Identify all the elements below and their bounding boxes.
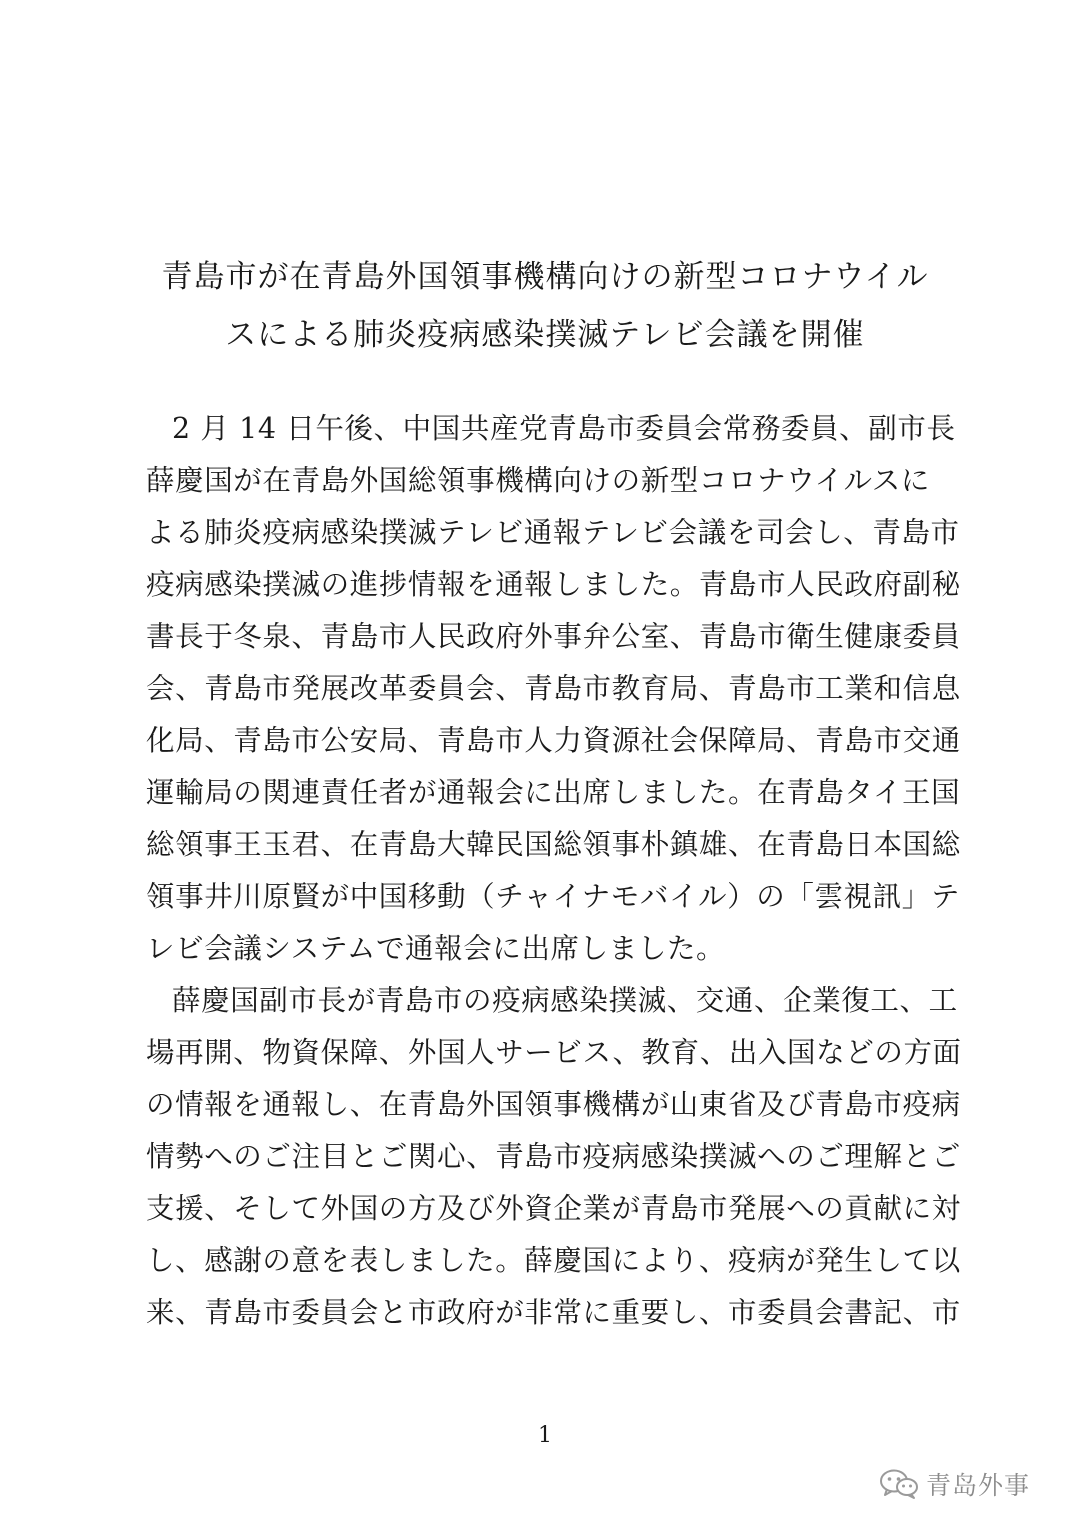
paragraph-1-line-10: 領事井川原賢が中国移動（チャイナモバイル）の「雲視訊」テ: [146, 880, 960, 913]
paragraph-2-line-6: し、感謝の意を表しました。薛慶国により、疫病が発生して以: [146, 1244, 961, 1277]
title-line-1: 青島市が在青島外国領事機構向けの新型コロナウイル: [161, 259, 929, 295]
paragraph-2-line-2: 場再開、物資保障、外国人サービス、教育、出入国などの方面: [146, 1036, 962, 1069]
title-line-2: スによる肺炎疫病感染撲滅テレビ会議を開催: [225, 317, 865, 353]
paragraph-1-line-6: 会、青島市発展改革委員会、青島市教育局、青島市工業和信息: [146, 672, 961, 705]
paragraph-1-line-7: 化局、青島市公安局、青島市人力資源社会保障局、青島市交通: [146, 724, 961, 757]
paragraph-2-line-5: 支援、そして外国の方及び外資企業が青島市発展への貢献に対: [146, 1192, 961, 1225]
paragraph-1-line-4: 疫病感染撲滅の進捗情報を通報しました。青島市人民政府副秘: [146, 568, 961, 601]
watermark-text: 青岛外事: [926, 1471, 1031, 1500]
document-title: [110, 248, 980, 364]
paragraph-2-line-7: 来、青島市委員会と市政府が非常に重要し、市委員会書記、市: [146, 1296, 961, 1329]
page-number: 1: [538, 1423, 552, 1448]
paragraph-1-line-2: 薛慶国が在青島外国総領事機構向けの新型コロナウイルスに: [146, 464, 930, 497]
paragraph-1-line-8: 運輸局の関連責任者が通報会に出席しました。在青島タイ王国: [146, 776, 961, 809]
paragraph-1-line-1: 2 月 14 日午後、中国共産党青島市委員会常務委員、副市長: [172, 412, 956, 445]
paragraph-2-line-4: 情勢へのご注目とご関心、青島市疫病感染撲滅へのご理解とご: [146, 1140, 961, 1173]
paragraph-2-line-3: の情報を通報し、在青島外国領事機構が山東省及び青島市疫病: [146, 1088, 961, 1121]
watermark: [878, 1464, 1030, 1504]
wechat-icon: [878, 1468, 920, 1500]
paragraph-1-line-3: よる肺炎疫病感染撲滅テレビ通報テレビ会議を司会し、青島市: [146, 516, 960, 549]
paragraph-1-line-11: レビ会議システムで通報会に出席しました。: [146, 932, 726, 965]
paragraph-1-line-9: 総領事王玉君、在青島大韓民国総領事朴鎮雄、在青島日本国総: [146, 828, 961, 861]
paragraph-2-line-1: 薛慶国副市長が青島市の疫病感染撲滅、交通、企業復工、工: [172, 984, 958, 1017]
paragraph-1-line-5: 書長于冬泉、青島市人民政府外事弁公室、青島市衛生健康委員: [146, 620, 961, 653]
